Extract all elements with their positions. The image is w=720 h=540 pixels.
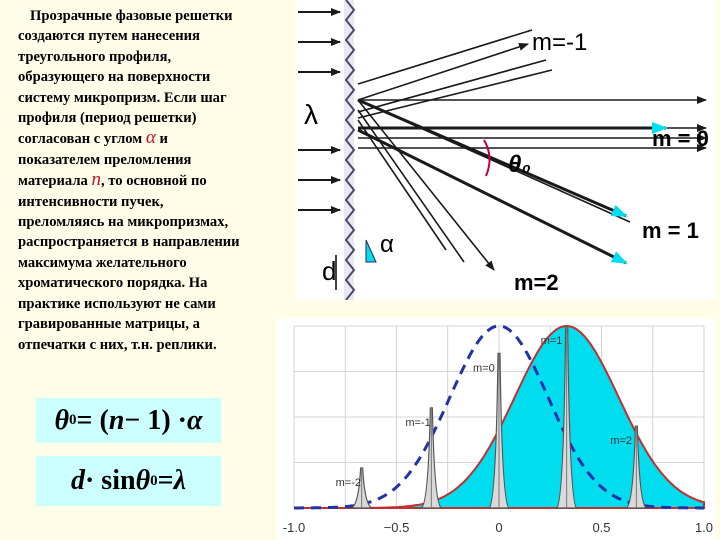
peak-label: m=0 — [473, 362, 495, 375]
text-line: материала — [18, 173, 88, 190]
text-line: согласован с углом — [18, 131, 143, 148]
intensity-plot — [276, 318, 716, 540]
peak-label: m=-2 — [335, 476, 362, 489]
n-symbol: n — [108, 404, 125, 436]
text-line: распространяется в направлении — [18, 234, 240, 251]
lambda-symbol: λ — [173, 465, 187, 496]
text-line: образующего на поверхности — [18, 69, 211, 86]
text-line: преломляясь на микропризмах, — [18, 214, 229, 231]
text-line: треугольного профиля, — [18, 48, 172, 65]
x-tick-label: −0.5 — [383, 520, 410, 535]
text-line: интенсивности пучек, — [18, 193, 164, 210]
order-label-m2: m=2 — [514, 270, 559, 295]
text-line: профиля (период решетки) — [18, 110, 197, 127]
lambda-label: λ — [304, 99, 318, 130]
text-line: хроматического порядка. На — [18, 275, 208, 292]
x-tick-label: 1.0 — [694, 520, 714, 535]
n-symbol: n — [91, 169, 101, 191]
alpha-label: α — [380, 231, 394, 258]
x-tick-label: 0 — [495, 520, 503, 535]
alpha-symbol: α — [145, 127, 156, 149]
text-line: создаются путем нанесения — [18, 28, 200, 45]
formula-grating-equation — [36, 456, 221, 506]
text-line: гравированные матрицы, а — [18, 316, 200, 333]
peak-label: m=-1 — [405, 416, 431, 429]
text-line: практике используют не сами — [18, 295, 216, 312]
text-line: Прозрачные фазовые решетки — [30, 8, 233, 24]
theta-symbol: θ — [54, 404, 70, 436]
alpha-symbol: α — [187, 404, 203, 436]
formula-part: = — [157, 465, 174, 496]
order-label-m0: m = 0 — [652, 126, 709, 151]
formula-part: · sin — [84, 465, 136, 496]
order-label-m-1: m=-1 — [532, 29, 588, 56]
x-tick-label: 0.5 — [592, 520, 611, 535]
x-tick-label: -1.0 — [282, 520, 306, 535]
subscript: 0 — [69, 412, 77, 428]
theta0-label: θ₀ — [508, 151, 531, 178]
text-line: систему микропризм. Если шаг — [18, 89, 227, 106]
text-line: и — [159, 131, 168, 148]
formula-theta0 — [36, 398, 221, 443]
peak-label: m=1 — [540, 335, 563, 347]
description-text — [18, 6, 300, 355]
formula-part: − 1) · — [124, 404, 188, 436]
peak-label: m=2 — [610, 435, 633, 448]
grating-diagram — [296, 0, 716, 300]
formula-part: = ( — [76, 404, 109, 436]
d-symbol: d — [70, 465, 85, 496]
text-line: отпечатки с них, т.н. реплики. — [18, 336, 217, 353]
text-line: максимума желательного — [18, 254, 187, 271]
d-label: d — [322, 256, 337, 286]
text-line: , то основной по — [101, 173, 207, 190]
text-line: показателем преломления — [18, 151, 192, 168]
subscript: 0 — [150, 472, 158, 489]
theta-symbol: θ — [135, 465, 151, 496]
order-label-m1: m = 1 — [642, 218, 699, 243]
